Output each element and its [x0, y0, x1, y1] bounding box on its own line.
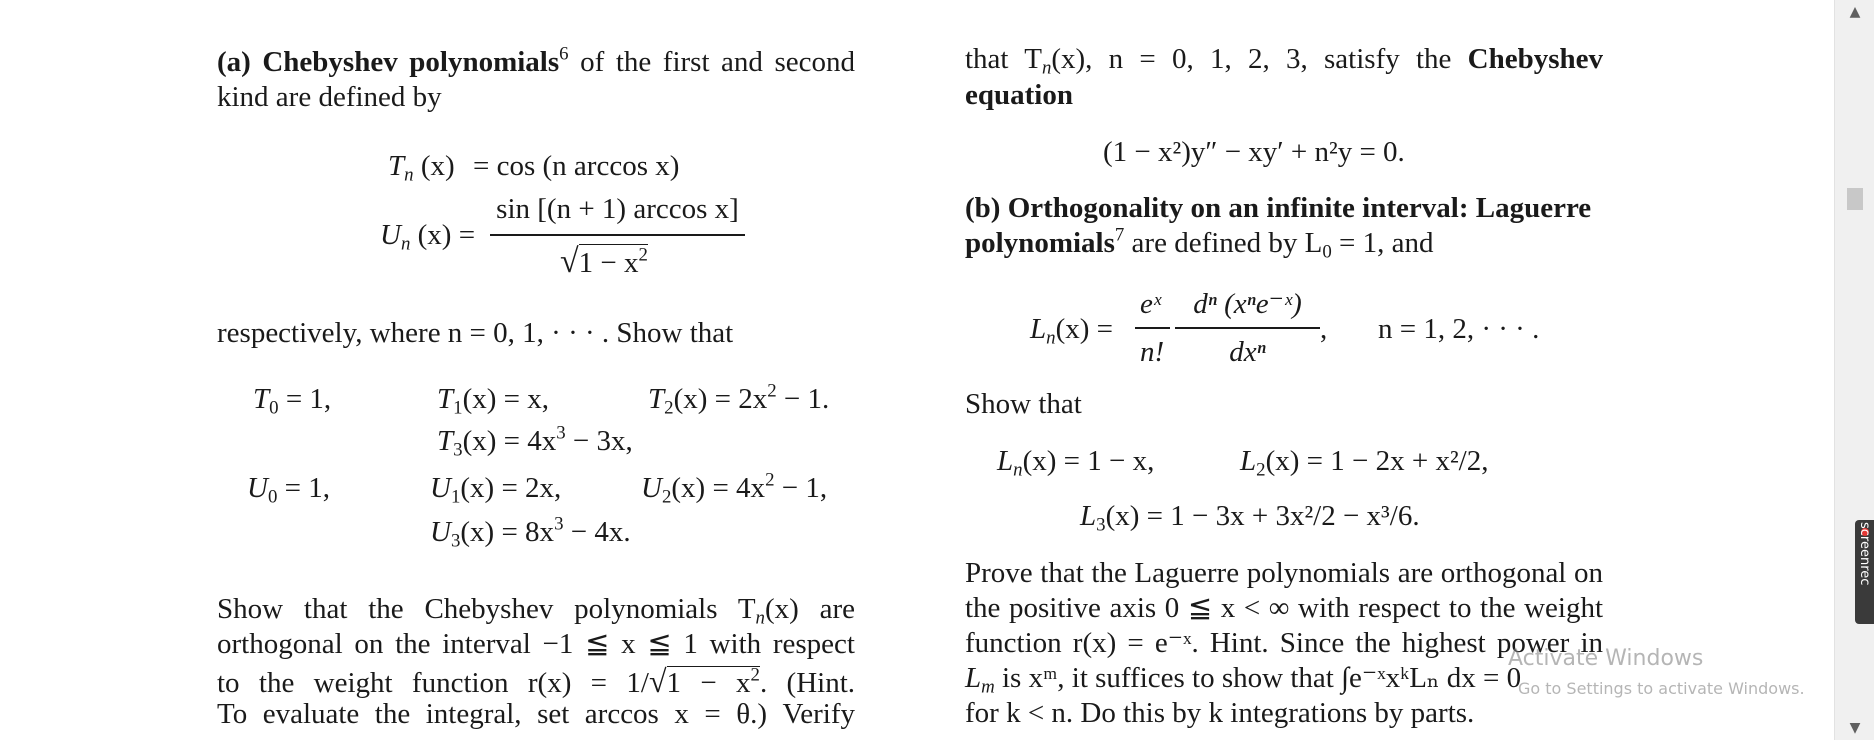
- u2-eq: $U_2(x) = 4x^2 - 1$,: [641, 469, 828, 508]
- scrollbar-thumb[interactable]: [1847, 188, 1863, 210]
- screenrec-label: screenrec: [1857, 522, 1872, 586]
- para-line-3: to the weight function $r(x) = 1/√1 - x^2$. (Hint.: [217, 663, 855, 699]
- part-a-line2: kind are defined by: [217, 81, 442, 113]
- l1-eq: $L_n(x) = 1 - x$,: [997, 445, 1155, 481]
- u0-eq: $U_0 = 1$,: [247, 472, 330, 508]
- tn-rhs: = cos (n arccos x): [473, 150, 680, 182]
- ln-comma: ,: [1320, 313, 1328, 345]
- t3-eq: $T_3(x) = 4x^3 - 3x$,: [437, 422, 633, 461]
- show-that: Show that: [965, 388, 1082, 420]
- respectively-line: respectively, where n = 0, 1, · · · . Show that: [217, 317, 734, 349]
- part-a-label: (a) Chebyshev polynomials: [217, 46, 560, 78]
- activate-windows-title: Activate Windows: [1508, 646, 1704, 671]
- para-line-1: Show that the Chebyshev polynomials $T_n(x)$ are: [217, 593, 856, 629]
- part-b-line2: polynomials$^7$ are defined by $L_0 = 1$, and: [965, 224, 1434, 263]
- right-line-2: equation: [965, 79, 1073, 111]
- ln-range: n = 1, 2, · · · .: [1378, 313, 1540, 345]
- t0-eq: $T_0 = 1$,: [253, 383, 332, 419]
- activate-windows-subtitle[interactable]: Go to Settings to activate Windows.: [1518, 679, 1805, 698]
- para-line-4: To evaluate the integral, set arccos x = θ.) Verify: [217, 698, 855, 730]
- un-fraction-bar: [490, 234, 745, 236]
- ln-numerator: dⁿ (xⁿe⁻ˣ): [1193, 288, 1302, 320]
- un-numerator: sin [(n + 1) arccos x]: [496, 193, 739, 225]
- u1-eq: $U_1(x) = 2x$,: [430, 472, 562, 508]
- un-denominator: $√1 - x^2$: [560, 243, 648, 280]
- ln-first-bar: [1135, 327, 1170, 329]
- tn-lhs: $T_n$ (x): [388, 150, 455, 186]
- part-b-heading: (b) Orthogonality on an infinite interval: Laguerre: [965, 192, 1592, 224]
- t2-eq: $T_2(x) = 2x^2 - 1$.: [648, 380, 830, 419]
- vertical-scrollbar[interactable]: [1834, 0, 1874, 740]
- prove-line-3: function r(x) = e⁻ˣ. Hint. Since the highest power in: [965, 627, 1603, 659]
- right-line-1: that $T_n(x)$, n = 0, 1, 2, 3, satisfy the Chebyshev: [965, 43, 1604, 79]
- ln-factorial: n!: [1140, 336, 1165, 368]
- l3-eq: $L_3(x) = 1 - 3x + 3x^2/2 - x^3/6$.: [1080, 500, 1420, 536]
- prove-line-5: for k < n. Do this by k integrations by parts.: [965, 697, 1475, 729]
- scroll-up-icon[interactable]: ▲: [1849, 4, 1861, 20]
- screenrec-tab[interactable]: [1855, 520, 1874, 624]
- ln-denominator: dxⁿ: [1229, 336, 1266, 368]
- ln-second-bar: [1175, 327, 1320, 329]
- part-a-heading: [217, 43, 855, 78]
- ln-exp-e: eˣ: [1140, 288, 1162, 320]
- chebyshev-equation: (1 − x²)y″ − xy′ + n²y = 0.: [1103, 136, 1405, 168]
- t1-eq: $T_1(x) = x$,: [437, 383, 549, 419]
- scroll-down-icon[interactable]: ▼: [1849, 720, 1861, 736]
- prove-line-1: Prove that the Laguerre polynomials are orthogonal on: [965, 557, 1603, 589]
- l2-eq: $L_2(x) = 1 - 2x + x^2/2$,: [1240, 445, 1489, 481]
- u3-eq: $U_3(x) = 8x^3 - 4x$.: [430, 513, 631, 552]
- prove-line-2: the positive axis 0 ≦ x < ∞ with respect to the weight: [965, 592, 1603, 624]
- prove-line-4: $L_m$ is xᵐ, it suffices to show that ∫e⁻ˣxᵏLₙ dx = 0: [965, 662, 1522, 698]
- un-lhs: $U_n$ (x) =: [380, 219, 476, 255]
- footnote-6: 6: [559, 43, 569, 65]
- part-a-rest: of the first and second: [568, 46, 855, 78]
- para-line-2: orthogonal on the interval −1 ≦ x ≦ 1 with respect: [217, 628, 855, 660]
- ln-lhs: $L_n(x)$ =: [1030, 313, 1113, 349]
